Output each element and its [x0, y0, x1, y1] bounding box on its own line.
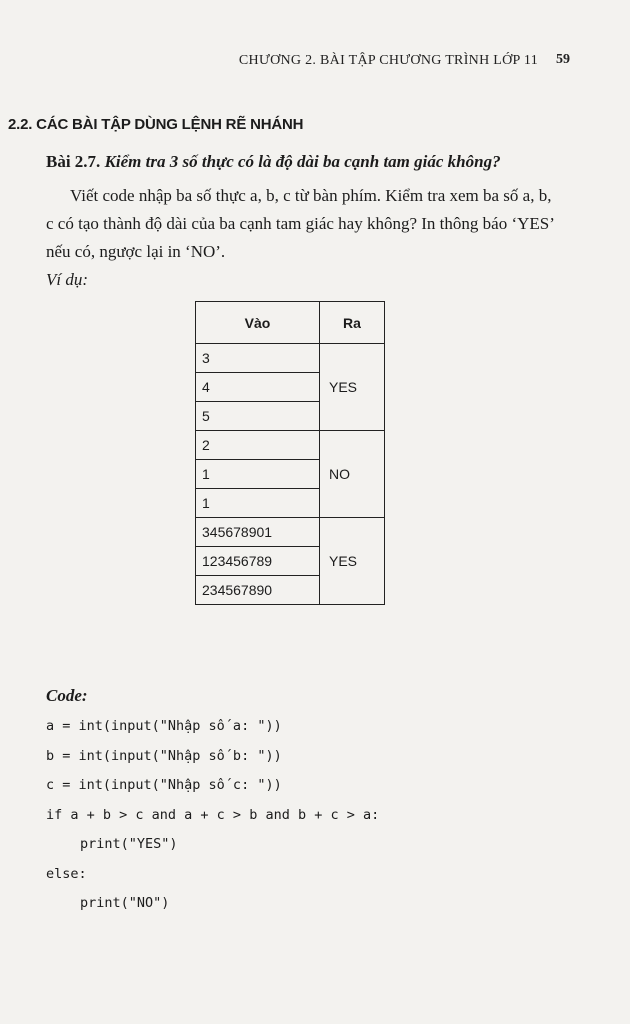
exercise-heading — [46, 152, 501, 172]
code-label: Code: — [46, 686, 88, 705]
input-cell: 234567890 — [196, 576, 320, 605]
table-row — [196, 518, 385, 547]
header-input: Vào — [196, 302, 320, 344]
output-cell: YES — [320, 344, 385, 431]
input-cell: 2 — [196, 431, 320, 460]
output-cell: NO — [320, 431, 385, 518]
code-line: c = int(input("Nhập số c: ")) — [46, 777, 282, 793]
page-number: 59 — [556, 52, 570, 67]
chapter-title: CHƯƠNG 2. BÀI TẬP CHƯƠNG TRÌNH LỚP 11 — [238, 53, 538, 68]
section-title: 2.2. CÁC BÀI TẬP DÙNG LỆNH RẼ NHÁNH — [8, 116, 304, 133]
table-header-row — [196, 302, 385, 344]
example-label: Ví dụ: — [46, 270, 89, 289]
input-cell: 4 — [196, 373, 320, 402]
table-row — [196, 431, 385, 460]
code-block — [46, 712, 379, 919]
page-header — [0, 50, 630, 74]
exercise-title: Kiểm tra 3 số thực có là độ dài ba cạnh tam giác không? — [104, 152, 501, 171]
code-line: a = int(input("Nhập số a: ")) — [46, 718, 282, 734]
input-cell: 345678901 — [196, 518, 320, 547]
exercise-label: Bài 2.7. — [46, 152, 101, 171]
header-output: Ra — [320, 302, 385, 344]
table-row — [196, 344, 385, 373]
input-cell: 5 — [196, 402, 320, 431]
example-table — [195, 301, 385, 605]
code-line: if a + b > c and a + c > b and b + c > a: — [46, 806, 380, 823]
input-cell: 1 — [196, 460, 320, 489]
output-cell: YES — [320, 518, 385, 605]
exercise-description: Viết code nhập ba số thực a, b, c từ bàn phím. Kiểm tra xem ba số a, b, c có tạo thành độ dài của ba cạnh tam giác hay không? In thông báo ‘YES’ nếu có, ngược lại in ‘NO’. — [46, 186, 554, 261]
input-cell: 1 — [196, 489, 320, 518]
code-line: b = int(input("Nhập số b: ")) — [46, 747, 282, 764]
code-line: else: — [46, 865, 87, 882]
code-line: print("YES") — [80, 836, 178, 852]
input-cell: 123456789 — [196, 547, 320, 576]
input-cell: 3 — [196, 344, 320, 373]
code-line: print("NO") — [80, 895, 170, 911]
